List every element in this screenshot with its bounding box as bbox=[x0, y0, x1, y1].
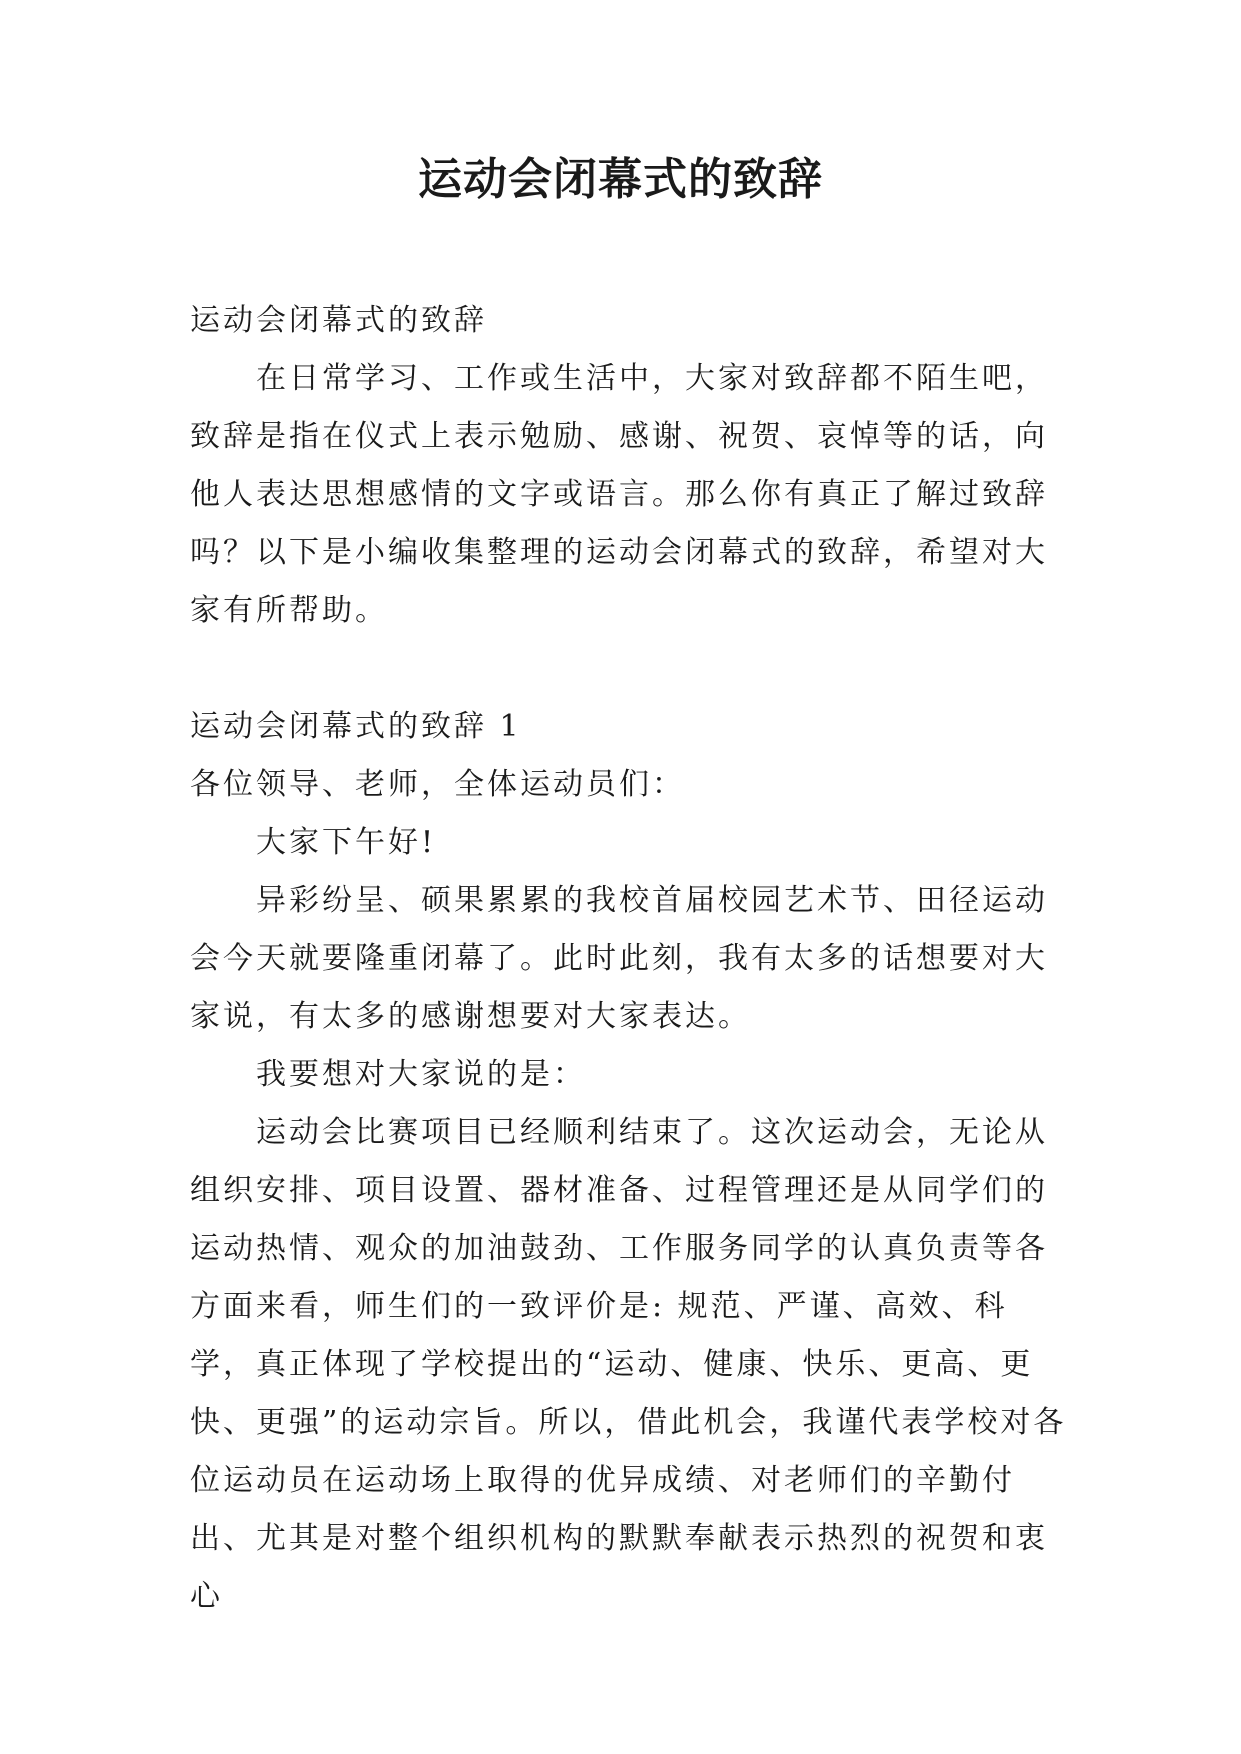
body-paragraph-3: 运动会比赛项目已经顺利结束了。这次运动会，无论从组织安排、项目设置、器材准备、过程管理还是从同学们的运动热情、观众的加油鼓劲、工作服务同学的认真负责等各方面来看，师生们的一致评价是: 规范、严谨、高效、科学，真正体现了学校提出的“运动、健康、快乐、更高、更快、更强”的运动宗旨。所以，借此机会，我谨代表学校对各位运动员在运动场上取得的优异成绩、对老师们的辛勤付出、尤其是对整个组织机构的默默奉献表示热烈的祝贺和衷心 bbox=[190, 1115, 1067, 1614]
section-heading: 运动会闭幕式的致辞 1 bbox=[190, 709, 522, 744]
body-paragraph-2: 我要想对大家说的是： bbox=[256, 1057, 586, 1092]
document-body bbox=[190, 292, 1070, 1626]
salutation: 各位领导、老师，全体运动员们： bbox=[190, 767, 685, 802]
section-spacer bbox=[190, 640, 1070, 698]
greeting: 大家下午好! bbox=[256, 825, 437, 860]
document-title: 运动会闭幕式的致辞 bbox=[418, 154, 823, 205]
body-paragraph-1: 异彩纷呈、硕果累累的我校首届校园艺术节、田径运动会今天就要隆重闭幕了。此时此刻，我有太多的话想要对大家说，有太多的感谢想要对大家表达。 bbox=[190, 883, 1048, 1034]
intro-paragraph: 在日常学习、工作或生活中，大家对致辞都不陌生吧，致辞是指在仪式上表示勉励、感谢、祝贺、哀悼等的话，向他人表达思想感情的文字或语言。那么你有真正了解过致辞吗？以下是小编收集整理的运动会闭幕式的致辞，希望对大家有所帮助。 bbox=[190, 361, 1048, 628]
document-subtitle: 运动会闭幕式的致辞 bbox=[190, 303, 487, 338]
